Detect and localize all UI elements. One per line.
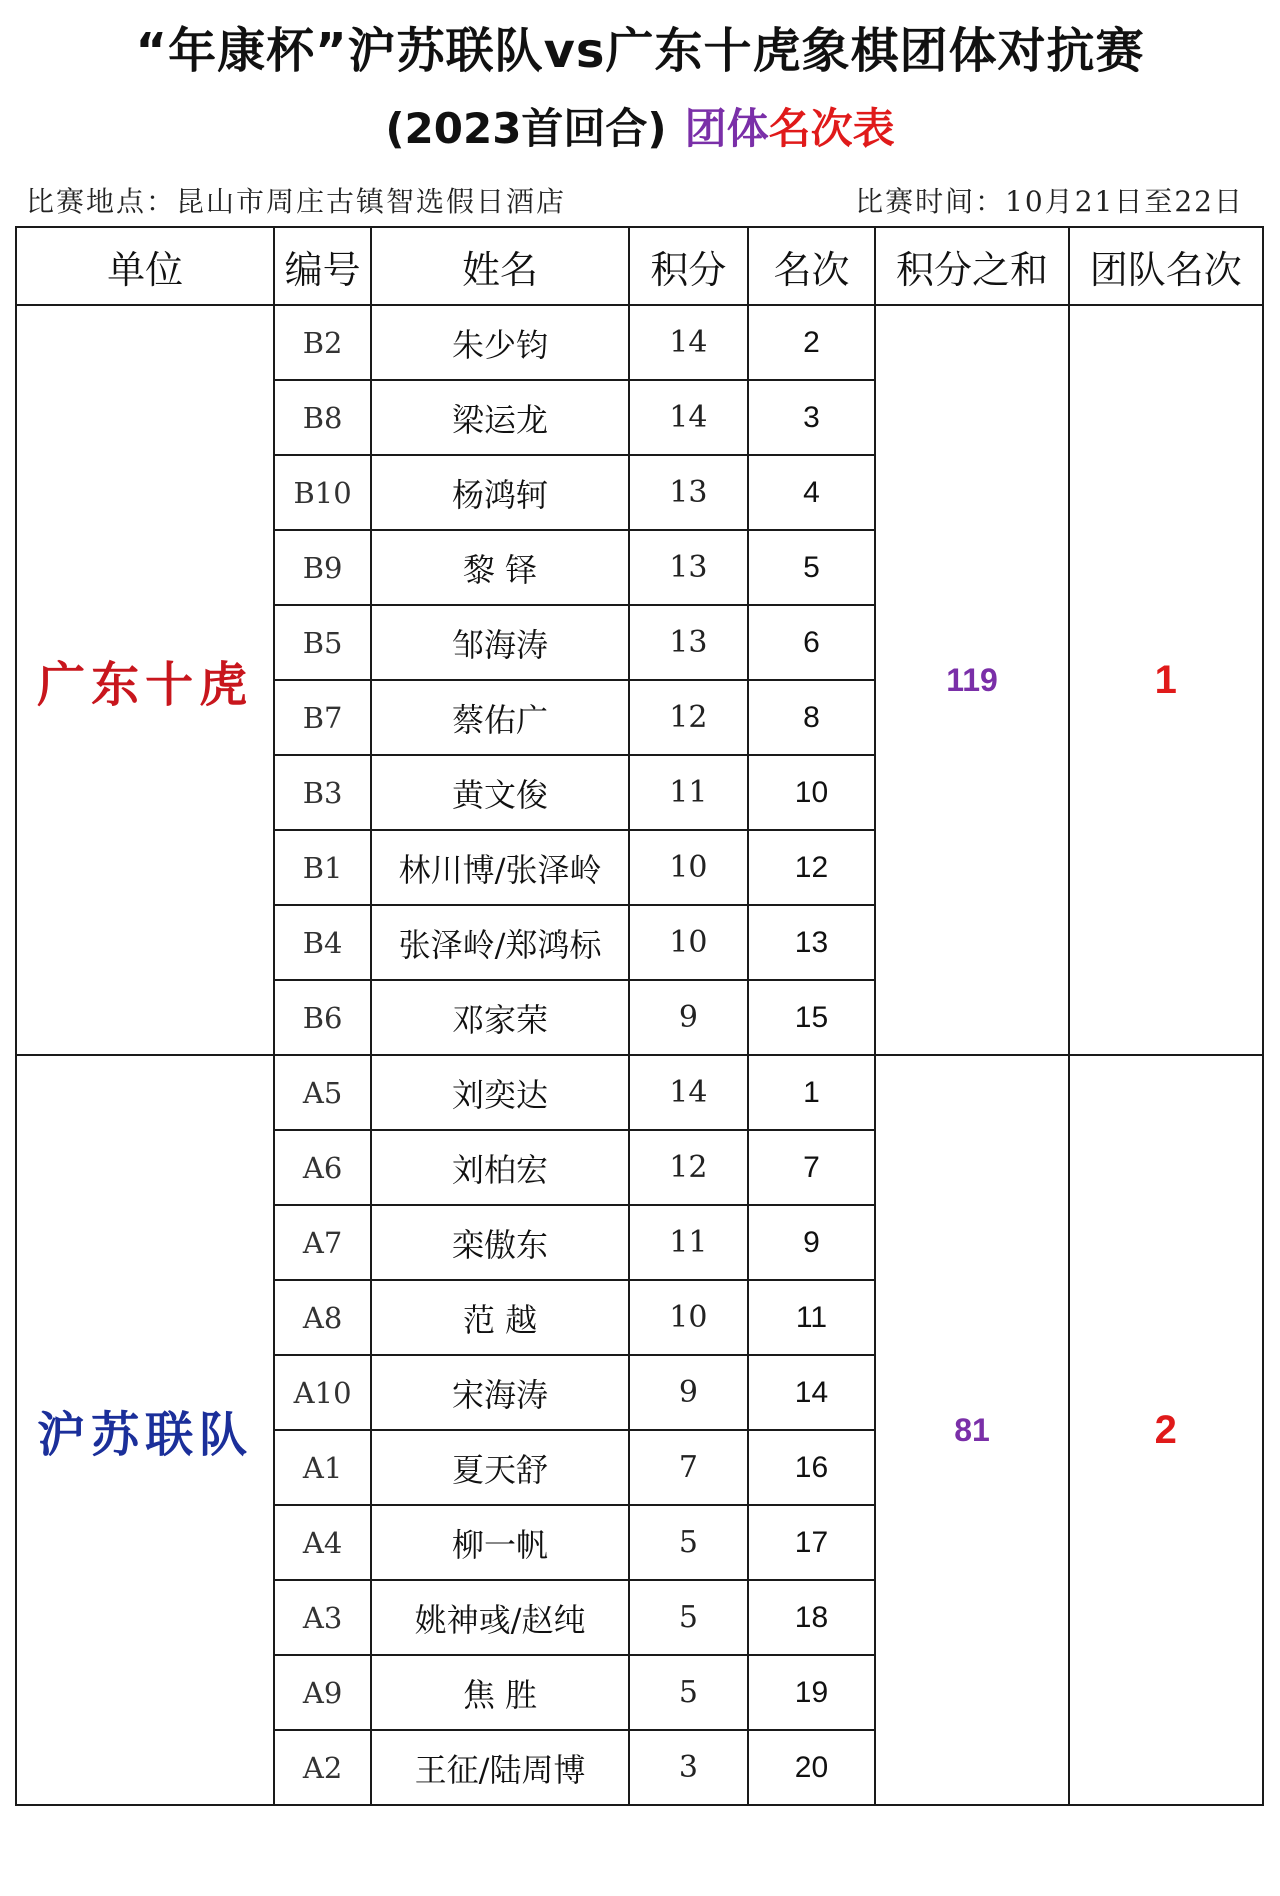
- player-rank: 8: [748, 680, 876, 755]
- date-text: 比赛时间：10月21日至22日: [855, 185, 1244, 218]
- player-rank: 15: [748, 980, 876, 1055]
- team-rank: 1: [1069, 305, 1263, 1055]
- player-name: 焦 胜: [371, 1655, 629, 1730]
- player-score: 7: [629, 1430, 747, 1505]
- header-total: 积分之和: [875, 227, 1068, 305]
- player-score: 10: [629, 1280, 747, 1355]
- player-score: 13: [629, 605, 747, 680]
- header-code: 编号: [274, 227, 371, 305]
- player-rank: 11: [748, 1280, 876, 1355]
- player-rank: 12: [748, 830, 876, 905]
- player-code: B7: [274, 680, 371, 755]
- player-score: 11: [629, 1205, 747, 1280]
- player-code: A7: [274, 1205, 371, 1280]
- player-score: 12: [629, 680, 747, 755]
- player-rank: 5: [748, 530, 876, 605]
- player-code: B2: [274, 305, 371, 380]
- player-score: 5: [629, 1580, 747, 1655]
- player-rank: 7: [748, 1130, 876, 1205]
- player-name: 栾傲东: [371, 1205, 629, 1280]
- player-code: A10: [274, 1355, 371, 1430]
- player-name: 朱少钧: [371, 305, 629, 380]
- team-rank: 2: [1069, 1055, 1263, 1805]
- player-rank: 19: [748, 1655, 876, 1730]
- player-score: 10: [629, 830, 747, 905]
- ranking-table: [15, 226, 1264, 1806]
- header-team-rank: 团队名次: [1069, 227, 1263, 305]
- player-code: B8: [274, 380, 371, 455]
- player-name: 梁运龙: [371, 380, 629, 455]
- player-code: B5: [274, 605, 371, 680]
- player-score: 5: [629, 1505, 747, 1580]
- player-score: 5: [629, 1655, 747, 1730]
- player-name: 刘奕达: [371, 1055, 629, 1130]
- team-total-score: 119: [875, 305, 1068, 1055]
- player-code: B10: [274, 455, 371, 530]
- player-code: A2: [274, 1730, 371, 1805]
- player-score: 12: [629, 1130, 747, 1205]
- player-rank: 14: [748, 1355, 876, 1430]
- header-rank: 名次: [748, 227, 876, 305]
- player-code: A4: [274, 1505, 371, 1580]
- player-rank: 10: [748, 755, 876, 830]
- player-name: 宋海涛: [371, 1355, 629, 1430]
- player-rank: 9: [748, 1205, 876, 1280]
- player-name: 刘柏宏: [371, 1130, 629, 1205]
- player-rank: 2: [748, 305, 876, 380]
- player-name: 姚神彧/赵纯: [371, 1580, 629, 1655]
- player-score: 3: [629, 1730, 747, 1805]
- player-rank: 1: [748, 1055, 876, 1130]
- page-subtitle: [0, 96, 1280, 156]
- subtitle-team: 团体: [684, 104, 769, 153]
- player-code: A1: [274, 1430, 371, 1505]
- player-name: 邹海涛: [371, 605, 629, 680]
- player-score: 10: [629, 905, 747, 980]
- player-rank: 16: [748, 1430, 876, 1505]
- player-code: B9: [274, 530, 371, 605]
- player-code: A5: [274, 1055, 371, 1130]
- player-name: 蔡佑广: [371, 680, 629, 755]
- player-rank: 4: [748, 455, 876, 530]
- player-name: 王征/陆周博: [371, 1730, 629, 1805]
- player-code: A8: [274, 1280, 371, 1355]
- table-row: [16, 1055, 1263, 1130]
- player-name: 张泽岭/郑鸿标: [371, 905, 629, 980]
- player-score: 14: [629, 380, 747, 455]
- player-score: 13: [629, 530, 747, 605]
- player-code: A9: [274, 1655, 371, 1730]
- team-total-score: 81: [875, 1055, 1068, 1805]
- player-rank: 18: [748, 1580, 876, 1655]
- player-name: 林川博/张泽岭: [371, 830, 629, 905]
- team-name: 广东十虎: [16, 305, 274, 1055]
- header-unit: 单位: [16, 227, 274, 305]
- player-name: 邓家荣: [371, 980, 629, 1055]
- player-rank: 13: [748, 905, 876, 980]
- player-code: B4: [274, 905, 371, 980]
- player-score: 11: [629, 755, 747, 830]
- player-rank: 3: [748, 380, 876, 455]
- player-code: B3: [274, 755, 371, 830]
- player-name: 黄文俊: [371, 755, 629, 830]
- subtitle-ranking: 名次表: [768, 104, 895, 153]
- player-score: 9: [629, 980, 747, 1055]
- player-rank: 20: [748, 1730, 876, 1805]
- player-code: B6: [274, 980, 371, 1055]
- player-name: 范 越: [371, 1280, 629, 1355]
- header-row: [16, 227, 1263, 305]
- page-title: “年康杯”沪苏联队vs广东十虎象棋团体对抗赛: [135, 23, 1145, 79]
- table-body: [16, 305, 1263, 1805]
- player-score: 14: [629, 305, 747, 380]
- player-name: 杨鸿轲: [371, 455, 629, 530]
- header-score: 积分: [629, 227, 747, 305]
- player-name: 夏天舒: [371, 1430, 629, 1505]
- subtitle-round: (2023首回合): [385, 104, 667, 153]
- venue-text: 比赛地点：昆山市周庄古镇智选假日酒店: [26, 185, 567, 218]
- header-name: 姓名: [371, 227, 629, 305]
- player-score: 13: [629, 455, 747, 530]
- player-rank: 17: [748, 1505, 876, 1580]
- team-name: 沪苏联队: [16, 1055, 274, 1805]
- player-score: 9: [629, 1355, 747, 1430]
- player-name: 黎 铎: [371, 530, 629, 605]
- player-rank: 6: [748, 605, 876, 680]
- player-code: A3: [274, 1580, 371, 1655]
- player-score: 14: [629, 1055, 747, 1130]
- player-code: B1: [274, 830, 371, 905]
- player-code: A6: [274, 1130, 371, 1205]
- table-row: [16, 305, 1263, 380]
- player-name: 柳一帆: [371, 1505, 629, 1580]
